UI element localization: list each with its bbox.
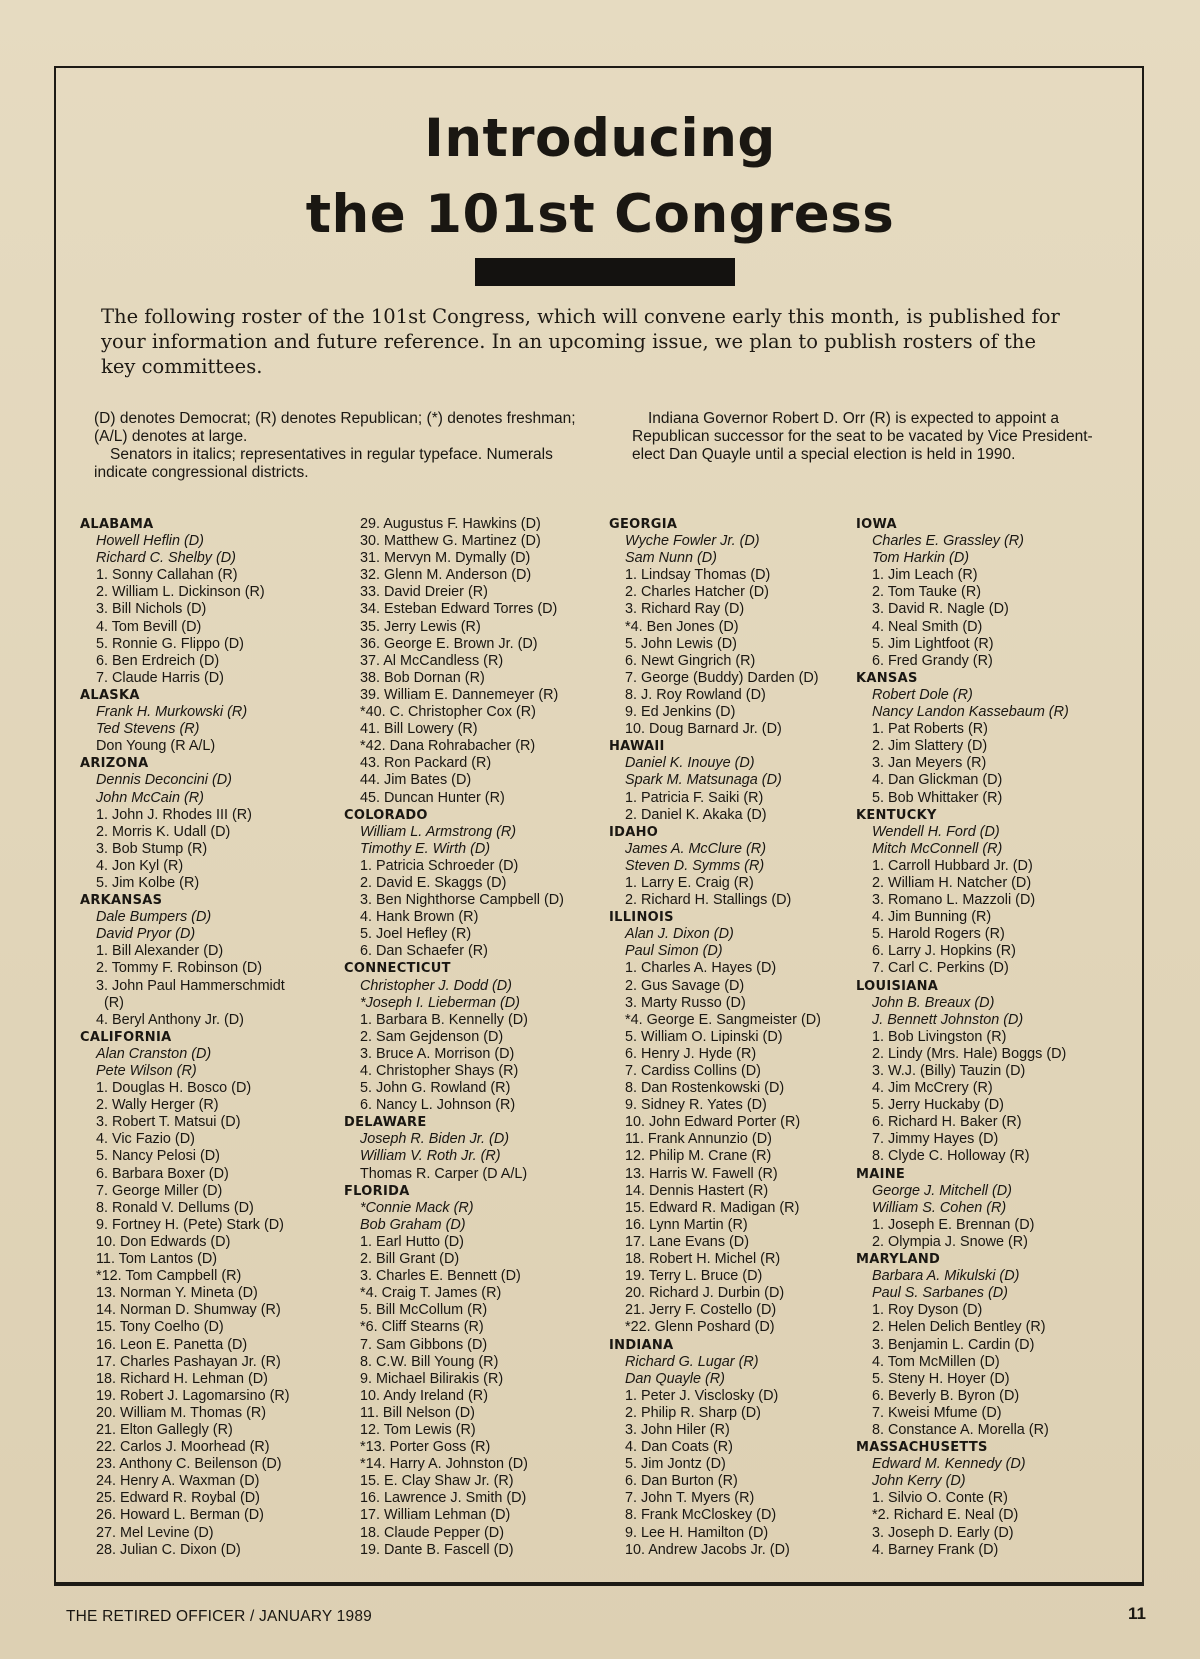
representative-entry: 9. Sidney R. Yates (D) bbox=[625, 1097, 767, 1114]
representative-entry: 2. Tommy F. Robinson (D) bbox=[96, 960, 263, 977]
representative-entry: 5. Jim Jontz (D) bbox=[625, 1456, 726, 1473]
senator-entry: John B. Breaux (D) bbox=[872, 994, 995, 1011]
representative-entry: 1. Douglas H. Bosco (D) bbox=[96, 1080, 252, 1097]
representative-entry: 6. Richard H. Baker (R) bbox=[872, 1114, 1022, 1131]
representative-entry: 7. Jimmy Hayes (D) bbox=[872, 1131, 999, 1148]
representative-entry: 5. Bob Whittaker (R) bbox=[872, 789, 1003, 806]
representative-entry: 20. William M. Thomas (R) bbox=[96, 1404, 267, 1421]
representative-entry: 8. Constance A. Morella (R) bbox=[872, 1421, 1049, 1438]
representative-entry: 3. Ben Nighthorse Campbell (D) bbox=[360, 892, 564, 909]
representative-entry: 4. Barney Frank (D) bbox=[872, 1541, 999, 1558]
senator-entry: Ted Stevens (R) bbox=[96, 721, 200, 738]
representative-entry: 3. Bill Nichols (D) bbox=[96, 601, 207, 618]
representative-entry: 7. Sam Gibbons (D) bbox=[360, 1336, 488, 1353]
representative-entry: 3. Joseph D. Early (D) bbox=[872, 1524, 1014, 1541]
representative-entry: 16. Lawrence J. Smith (D) bbox=[360, 1490, 527, 1507]
senator-entry: Spark M. Matsunaga (D) bbox=[625, 772, 782, 789]
representative-entry: 14. Norman D. Shumway (R) bbox=[96, 1302, 281, 1319]
senator-entry: George J. Mitchell (D) bbox=[872, 1182, 1012, 1199]
state-heading: CALIFORNIA bbox=[80, 1029, 172, 1045]
representative-entry: 30. Matthew G. Martinez (D) bbox=[360, 533, 541, 550]
representative-entry: 18. Claude Pepper (D) bbox=[360, 1524, 504, 1541]
representative-entry: 41. Bill Lowery (R) bbox=[360, 721, 478, 738]
representative-entry: 4. Jim Bunning (R) bbox=[872, 909, 992, 926]
footer-rule bbox=[54, 1584, 1144, 1586]
senator-entry: Charles E. Grassley (R) bbox=[872, 533, 1024, 550]
representative-entry: 8. Frank McCloskey (D) bbox=[625, 1507, 777, 1524]
representative-entry: 2. Helen Delich Bentley (R) bbox=[872, 1319, 1046, 1336]
senator-entry: Christopher J. Dodd (D) bbox=[360, 977, 512, 994]
representative-entry: 2. Lindy (Mrs. Hale) Boggs (D) bbox=[872, 1045, 1067, 1062]
state-heading: ILLINOIS bbox=[609, 910, 674, 926]
representative-entry: 6. Newt Gingrich (R) bbox=[625, 652, 756, 669]
representative-entry: 19. Dante B. Fascell (D) bbox=[360, 1541, 514, 1558]
representative-entry: 2. Gus Savage (D) bbox=[625, 977, 745, 994]
representative-entry: 21. Jerry F. Costello (D) bbox=[625, 1302, 777, 1319]
representative-entry: 10. Andrew Jacobs Jr. (D) bbox=[625, 1541, 790, 1558]
indiana-note-text: Indiana Governor Robert D. Orr (R) is expected to appoint a Republican successor for the seat to be vacated by Vice President-elect Dan Quayle until a special election is held in 1990. bbox=[632, 410, 1093, 463]
senator-entry: Steven D. Symms (R) bbox=[625, 857, 765, 874]
representative-entry: 18. Robert H. Michel (R) bbox=[625, 1251, 781, 1268]
representative-entry: 14. Dennis Hastert (R) bbox=[625, 1182, 769, 1199]
representative-entry: *4. George E. Sangmeister (D) bbox=[625, 1011, 821, 1028]
representative-entry: 19. Robert J. Lagomarsino (R) bbox=[96, 1387, 290, 1404]
representative-entry: *14. Harry A. Johnston (D) bbox=[360, 1456, 528, 1473]
representative-entry: 11. Frank Annunzio (D) bbox=[625, 1131, 772, 1148]
representative-entry: 1. Sonny Callahan (R) bbox=[96, 567, 238, 584]
representative-entry: 11. Tom Lantos (D) bbox=[96, 1251, 218, 1268]
indiana-note bbox=[632, 410, 1122, 464]
senator-entry: Timothy E. Wirth (D) bbox=[360, 840, 491, 857]
representative-entry: 4. Hank Brown (R) bbox=[360, 909, 479, 926]
representative-entry: 3. Marty Russo (D) bbox=[625, 994, 746, 1011]
representative-entry: 5. Jerry Huckaby (D) bbox=[872, 1097, 1004, 1114]
senator-entry: Barbara A. Mikulski (D) bbox=[872, 1268, 1020, 1285]
representative-entry: 1. Larry E. Craig (R) bbox=[625, 874, 754, 891]
representative-entry: 28. Julian C. Dixon (D) bbox=[96, 1541, 241, 1558]
representative-entry: Thomas R. Carper (D A/L) bbox=[360, 1165, 528, 1182]
representative-entry: 34. Esteban Edward Torres (D) bbox=[360, 601, 558, 618]
representative-entry: 1. Jim Leach (R) bbox=[872, 567, 978, 584]
representative-entry: 8. Ronald V. Dellums (D) bbox=[96, 1199, 254, 1216]
representative-entry: *42. Dana Rohrabacher (R) bbox=[360, 738, 536, 755]
representative-entry: Don Young (R A/L) bbox=[96, 738, 216, 755]
representative-entry: 9. Lee H. Hamilton (D) bbox=[625, 1524, 769, 1541]
representative-entry: 5. John G. Rowland (R) bbox=[360, 1080, 511, 1097]
representative-entry: 3. W.J. (Billy) Tauzin (D) bbox=[872, 1063, 1026, 1079]
representative-entry: 5. Bill McCollum (R) bbox=[360, 1302, 488, 1319]
representative-entry: 2. Charles Hatcher (D) bbox=[625, 584, 769, 601]
representative-entry: 12. Tom Lewis (R) bbox=[360, 1421, 476, 1438]
representative-entry: 2. Richard H. Stallings (D) bbox=[625, 892, 792, 909]
representative-entry: 1. Silvio O. Conte (R) bbox=[872, 1490, 1008, 1507]
roster-column-1 bbox=[80, 516, 340, 1559]
senator-entry: William L. Armstrong (R) bbox=[360, 823, 517, 840]
representative-entry: 2. Philip R. Sharp (D) bbox=[625, 1404, 761, 1421]
representative-entry: 31. Mervyn M. Dymally (D) bbox=[360, 550, 531, 567]
representative-entry: 27. Mel Levine (D) bbox=[96, 1524, 214, 1541]
representative-entry: 16. Lynn Martin (R) bbox=[625, 1216, 748, 1233]
representative-entry: 2. Wally Herger (R) bbox=[96, 1097, 219, 1114]
representative-entry: 3. John Hiler (R) bbox=[625, 1421, 730, 1438]
representative-entry: 13. Harris W. Fawell (R) bbox=[625, 1165, 778, 1182]
representative-entry: 8. Clyde C. Holloway (R) bbox=[872, 1148, 1030, 1165]
representative-entry: 6. Larry J. Hopkins (R) bbox=[872, 943, 1016, 960]
senator-entry: Pete Wilson (R) bbox=[96, 1063, 197, 1079]
state-heading: COLORADO bbox=[344, 807, 428, 823]
footer-publication: THE RETIRED OFFICER / JANUARY 1989 bbox=[66, 1608, 372, 1625]
representative-entry: 44. Jim Bates (D) bbox=[360, 772, 472, 789]
senator-entry: Frank H. Murkowski (R) bbox=[96, 704, 248, 721]
representative-entry: 4. Dan Glickman (D) bbox=[872, 772, 1003, 789]
senator-entry: William S. Cohen (R) bbox=[872, 1199, 1007, 1216]
senator-entry: Nancy Landon Kassebaum (R) bbox=[872, 704, 1069, 721]
representative-entry: 7. Carl C. Perkins (D) bbox=[872, 960, 1009, 977]
representative-entry: 38. Bob Dornan (R) bbox=[360, 669, 485, 686]
representative-entry: 5. John Lewis (D) bbox=[625, 635, 737, 652]
representative-entry: 9. Ed Jenkins (D) bbox=[625, 704, 736, 721]
page-title-line-1: Introducing bbox=[424, 108, 776, 169]
senator-entry: Dale Bumpers (D) bbox=[96, 909, 212, 926]
representative-entry: 3. Romano L. Mazzoli (D) bbox=[872, 892, 1036, 909]
senator-entry: James A. McClure (R) bbox=[625, 840, 766, 857]
senator-entry: William V. Roth Jr. (R) bbox=[360, 1148, 501, 1165]
representative-entry: 39. William E. Dannemeyer (R) bbox=[360, 686, 559, 703]
senator-entry: Alan Cranston (D) bbox=[96, 1045, 212, 1062]
representative-entry: 1. Patricia F. Saiki (R) bbox=[625, 789, 764, 806]
senator-entry: Dan Quayle (R) bbox=[625, 1370, 725, 1387]
representative-entry: *22. Glenn Poshard (D) bbox=[625, 1319, 775, 1336]
senator-entry: *Connie Mack (R) bbox=[360, 1199, 474, 1216]
state-heading: INDIANA bbox=[609, 1337, 674, 1353]
representative-entry: 5. Jim Kolbe (R) bbox=[96, 874, 200, 891]
representative-entry: 6. Barbara Boxer (D) bbox=[96, 1165, 229, 1182]
representative-entry: 2. Tom Tauke (R) bbox=[872, 584, 982, 601]
representative-entry: 5. Ronnie G. Flippo (D) bbox=[96, 635, 244, 652]
representative-entry: 1. Charles A. Hayes (D) bbox=[625, 960, 777, 977]
party-legend: (D) denotes Democrat; (R) denotes Republican; (*) denotes freshman; (A/L) denotes at large. bbox=[94, 410, 576, 445]
representative-entry: 35. Jerry Lewis (R) bbox=[360, 618, 481, 635]
representative-entry: 4. Neal Smith (D) bbox=[872, 618, 983, 635]
representative-entry: 18. Richard H. Lehman (D) bbox=[96, 1370, 268, 1387]
representative-entry: 8. C.W. Bill Young (R) bbox=[360, 1353, 499, 1370]
senator-entry: Richard G. Lugar (R) bbox=[625, 1353, 759, 1370]
representative-entry: 17. Lane Evans (D) bbox=[625, 1233, 749, 1250]
representative-entry: 3. John Paul Hammerschmidt (R) bbox=[96, 977, 285, 1011]
senator-entry: David Pryor (D) bbox=[96, 926, 196, 943]
senator-entry: Joseph R. Biden Jr. (D) bbox=[360, 1131, 510, 1148]
representative-entry: 5. Nancy Pelosi (D) bbox=[96, 1148, 220, 1165]
representative-entry: 17. William Lehman (D) bbox=[360, 1507, 511, 1524]
state-heading: CONNECTICUT bbox=[344, 961, 451, 977]
representative-entry: 10. Doug Barnard Jr. (D) bbox=[625, 721, 782, 738]
representative-entry: 24. Henry A. Waxman (D) bbox=[96, 1473, 260, 1490]
representative-entry: 22. Carlos J. Moorhead (R) bbox=[96, 1439, 270, 1456]
representative-entry: 1. Roy Dyson (D) bbox=[872, 1302, 983, 1319]
state-heading: KANSAS bbox=[856, 670, 918, 686]
representative-entry: 4. Beryl Anthony Jr. (D) bbox=[96, 1011, 244, 1028]
representative-entry: 1. Barbara B. Kennelly (D) bbox=[360, 1011, 528, 1028]
representative-entry: 3. Robert T. Matsui (D) bbox=[96, 1114, 241, 1131]
representative-entry: 2. Jim Slattery (D) bbox=[872, 738, 988, 755]
representative-entry: 2. Bill Grant (D) bbox=[360, 1251, 460, 1268]
representative-entry: 5. Joel Hefley (R) bbox=[360, 926, 472, 943]
representative-entry: 3. Bruce A. Morrison (D) bbox=[360, 1045, 515, 1062]
senator-entry: Tom Harkin (D) bbox=[872, 550, 970, 567]
senator-entry: John Kerry (D) bbox=[872, 1473, 966, 1490]
representative-entry: 1. Pat Roberts (R) bbox=[872, 721, 988, 738]
senator-entry: Wyche Fowler Jr. (D) bbox=[625, 533, 760, 550]
representative-entry: 29. Augustus F. Hawkins (D) bbox=[360, 516, 541, 532]
senator-entry: Robert Dole (R) bbox=[872, 686, 973, 703]
representative-entry: 15. Tony Coelho (D) bbox=[96, 1319, 224, 1336]
roster-column-2 bbox=[344, 516, 604, 1559]
senator-entry: Alan J. Dixon (D) bbox=[625, 926, 734, 943]
representative-entry: 1. Bob Livingston (R) bbox=[872, 1028, 1007, 1045]
senator-entry: Edward M. Kennedy (D) bbox=[872, 1456, 1026, 1473]
representative-entry: 1. Joseph E. Brennan (D) bbox=[872, 1216, 1035, 1233]
representative-entry: 9. Fortney H. (Pete) Stark (D) bbox=[96, 1216, 284, 1233]
representative-entry: 5. Jim Lightfoot (R) bbox=[872, 635, 994, 652]
representative-entry: 7. Cardiss Collins (D) bbox=[625, 1063, 761, 1079]
representative-entry: *4. Ben Jones (D) bbox=[625, 618, 739, 635]
senator-entry: Dennis Deconcini (D) bbox=[96, 772, 232, 789]
senator-entry: Howell Heflin (D) bbox=[96, 533, 204, 550]
representative-entry: 2. David E. Skaggs (D) bbox=[360, 874, 507, 891]
representative-entry: 15. Edward R. Madigan (R) bbox=[625, 1199, 800, 1216]
representative-entry: 4. Jim McCrery (R) bbox=[872, 1080, 993, 1097]
representative-entry: 5. Harold Rogers (R) bbox=[872, 926, 1005, 943]
legend-note bbox=[94, 410, 594, 482]
representative-entry: 6. Fred Grandy (R) bbox=[872, 652, 993, 669]
representative-entry: 1. John J. Rhodes III (R) bbox=[96, 806, 252, 823]
representative-entry: 2. Olympia J. Snowe (R) bbox=[872, 1233, 1028, 1250]
senator-entry: Paul Simon (D) bbox=[625, 943, 723, 960]
representative-entry: *2. Richard E. Neal (D) bbox=[872, 1507, 1019, 1524]
representative-entry: 8. J. Roy Rowland (D) bbox=[625, 686, 766, 703]
representative-entry: 23. Anthony C. Beilenson (D) bbox=[96, 1456, 282, 1473]
senator-entry: Daniel K. Inouye (D) bbox=[625, 755, 755, 772]
state-heading: ARKANSAS bbox=[80, 893, 163, 909]
representative-entry: 3. David R. Nagle (D) bbox=[872, 601, 1009, 618]
representative-entry: 2. William H. Natcher (D) bbox=[872, 874, 1032, 891]
representative-entry: 26. Howard L. Berman (D) bbox=[96, 1507, 264, 1524]
representative-entry: 5. William O. Lipinski (D) bbox=[625, 1028, 783, 1045]
representative-entry: 3. Benjamin L. Cardin (D) bbox=[872, 1336, 1035, 1353]
representative-entry: 2. Sam Gejdenson (D) bbox=[360, 1028, 504, 1045]
representative-entry: 2. William L. Dickinson (R) bbox=[96, 584, 265, 601]
senator-entry: Richard C. Shelby (D) bbox=[96, 550, 236, 567]
representative-entry: 2. Morris K. Udall (D) bbox=[96, 823, 231, 840]
representative-entry: 7. George Miller (D) bbox=[96, 1182, 223, 1199]
representative-entry: 4. Christopher Shays (R) bbox=[360, 1063, 519, 1079]
representative-entry: 20. Richard J. Durbin (D) bbox=[625, 1285, 785, 1302]
representative-entry: 10. Don Edwards (D) bbox=[96, 1233, 231, 1250]
representative-entry: 11. Bill Nelson (D) bbox=[360, 1404, 475, 1421]
senator-entry: Mitch McConnell (R) bbox=[872, 840, 1003, 857]
representative-entry: 1. Bill Alexander (D) bbox=[96, 943, 224, 960]
representative-entry: 15. E. Clay Shaw Jr. (R) bbox=[360, 1473, 514, 1490]
state-heading: DELAWARE bbox=[344, 1115, 427, 1131]
representative-entry: 4. Dan Coats (R) bbox=[625, 1439, 733, 1456]
senator-entry: Paul S. Sarbanes (D) bbox=[872, 1285, 1008, 1302]
page-title-line-2: the 101st Congress bbox=[305, 184, 895, 245]
representative-entry: 5. Steny H. Hoyer (D) bbox=[872, 1370, 1010, 1387]
senator-entry: Wendell H. Ford (D) bbox=[872, 823, 1000, 840]
representative-entry: 32. Glenn M. Anderson (D) bbox=[360, 567, 532, 584]
state-heading: MARYLAND bbox=[856, 1252, 941, 1268]
representative-entry: 10. John Edward Porter (R) bbox=[625, 1114, 801, 1131]
representative-entry: 3. Charles E. Bennett (D) bbox=[360, 1268, 521, 1285]
representative-entry: 1. Peter J. Visclosky (D) bbox=[625, 1387, 779, 1404]
representative-entry: 2. Daniel K. Akaka (D) bbox=[625, 806, 767, 823]
state-heading: IOWA bbox=[856, 517, 897, 532]
representative-entry: 6. Ben Erdreich (D) bbox=[96, 652, 220, 669]
roster-column-3 bbox=[609, 516, 869, 1559]
representative-entry: 4. Jon Kyl (R) bbox=[96, 857, 184, 874]
representative-entry: *40. C. Christopher Cox (R) bbox=[360, 704, 536, 721]
roster-column-4 bbox=[856, 516, 1116, 1559]
representative-entry: 9. Michael Bilirakis (R) bbox=[360, 1370, 504, 1387]
typeface-legend: Senators in italics; representatives in regular typeface. Numerals indicate congressional districts. bbox=[94, 446, 553, 481]
representative-entry: 6. Dan Schaefer (R) bbox=[360, 943, 488, 960]
representative-entry: 19. Terry L. Bruce (D) bbox=[625, 1268, 763, 1285]
senator-entry: *Joseph I. Lieberman (D) bbox=[360, 994, 520, 1011]
title-underline-bar bbox=[475, 258, 735, 286]
state-heading: IDAHO bbox=[609, 824, 659, 840]
representative-entry: 7. John T. Myers (R) bbox=[625, 1490, 755, 1507]
state-heading: ALASKA bbox=[80, 687, 140, 703]
representative-entry: 1. Patricia Schroeder (D) bbox=[360, 857, 519, 874]
representative-entry: 4. Tom Bevill (D) bbox=[96, 618, 202, 635]
state-heading: MAINE bbox=[856, 1166, 906, 1182]
state-heading: HAWAII bbox=[609, 739, 665, 755]
senator-entry: Bob Graham (D) bbox=[360, 1216, 466, 1233]
representative-entry: 33. David Dreier (R) bbox=[360, 584, 488, 601]
representative-entry: 7. Kweisi Mfume (D) bbox=[872, 1404, 1002, 1421]
representative-entry: 7. George (Buddy) Darden (D) bbox=[625, 669, 819, 686]
senator-entry: John McCain (R) bbox=[96, 789, 204, 806]
representative-entry: *6. Cliff Stearns (R) bbox=[360, 1319, 484, 1336]
representative-entry: 10. Andy Ireland (R) bbox=[360, 1387, 488, 1404]
state-heading: LOUISIANA bbox=[856, 978, 939, 994]
state-heading: FLORIDA bbox=[344, 1183, 410, 1199]
senator-entry: Sam Nunn (D) bbox=[625, 550, 717, 567]
representative-entry: *4. Craig T. James (R) bbox=[360, 1285, 502, 1302]
representative-entry: 25. Edward R. Roybal (D) bbox=[96, 1490, 260, 1507]
representative-entry: 17. Charles Pashayan Jr. (R) bbox=[96, 1353, 281, 1370]
representative-entry: 3. Jan Meyers (R) bbox=[872, 755, 987, 772]
representative-entry: 7. Claude Harris (D) bbox=[96, 669, 224, 686]
representative-entry: 6. Nancy L. Johnson (R) bbox=[360, 1097, 516, 1114]
representative-entry: 4. Vic Fazio (D) bbox=[96, 1131, 195, 1148]
representative-entry: 3. Bob Stump (R) bbox=[96, 840, 208, 857]
representative-entry: 12. Philip M. Crane (R) bbox=[625, 1148, 772, 1165]
representative-entry: 16. Leon E. Panetta (D) bbox=[96, 1336, 248, 1353]
senator-entry: J. Bennett Johnston (D) bbox=[872, 1011, 1024, 1028]
state-heading: ALABAMA bbox=[80, 517, 154, 532]
representative-entry: 45. Duncan Hunter (R) bbox=[360, 789, 505, 806]
page-number: 11 bbox=[1128, 1604, 1146, 1623]
representative-entry: 37. Al McCandless (R) bbox=[360, 652, 504, 669]
representative-entry: 21. Elton Gallegly (R) bbox=[96, 1421, 233, 1438]
state-heading: MASSACHUSETTS bbox=[856, 1440, 988, 1456]
representative-entry: *13. Porter Goss (R) bbox=[360, 1439, 491, 1456]
representative-entry: 6. Henry J. Hyde (R) bbox=[625, 1045, 757, 1062]
state-heading: GEORGIA bbox=[609, 517, 678, 532]
representative-entry: 6. Beverly B. Byron (D) bbox=[872, 1387, 1020, 1404]
representative-entry: *12. Tom Campbell (R) bbox=[96, 1268, 242, 1285]
representative-entry: 4. Tom McMillen (D) bbox=[872, 1353, 1000, 1370]
intro-paragraph: The following roster of the 101st Congress, which will convene early this month, is published for your information and future reference. In an upcoming issue, we plan to publish rosters of the key committees. bbox=[101, 305, 1060, 378]
representative-entry: 1. Earl Hutto (D) bbox=[360, 1233, 464, 1250]
representative-entry: 36. George E. Brown Jr. (D) bbox=[360, 635, 538, 652]
representative-entry: 1. Lindsay Thomas (D) bbox=[625, 567, 771, 584]
representative-entry: 3. Richard Ray (D) bbox=[625, 601, 745, 618]
state-heading: KENTUCKY bbox=[856, 807, 937, 823]
state-heading: ARIZONA bbox=[80, 756, 149, 772]
representative-entry: 6. Dan Burton (R) bbox=[625, 1473, 738, 1490]
representative-entry: 1. Carroll Hubbard Jr. (D) bbox=[872, 857, 1033, 874]
representative-entry: 8. Dan Rostenkowski (D) bbox=[625, 1080, 785, 1097]
representative-entry: 43. Ron Packard (R) bbox=[360, 755, 492, 772]
representative-entry: 13. Norman Y. Mineta (D) bbox=[96, 1285, 258, 1302]
